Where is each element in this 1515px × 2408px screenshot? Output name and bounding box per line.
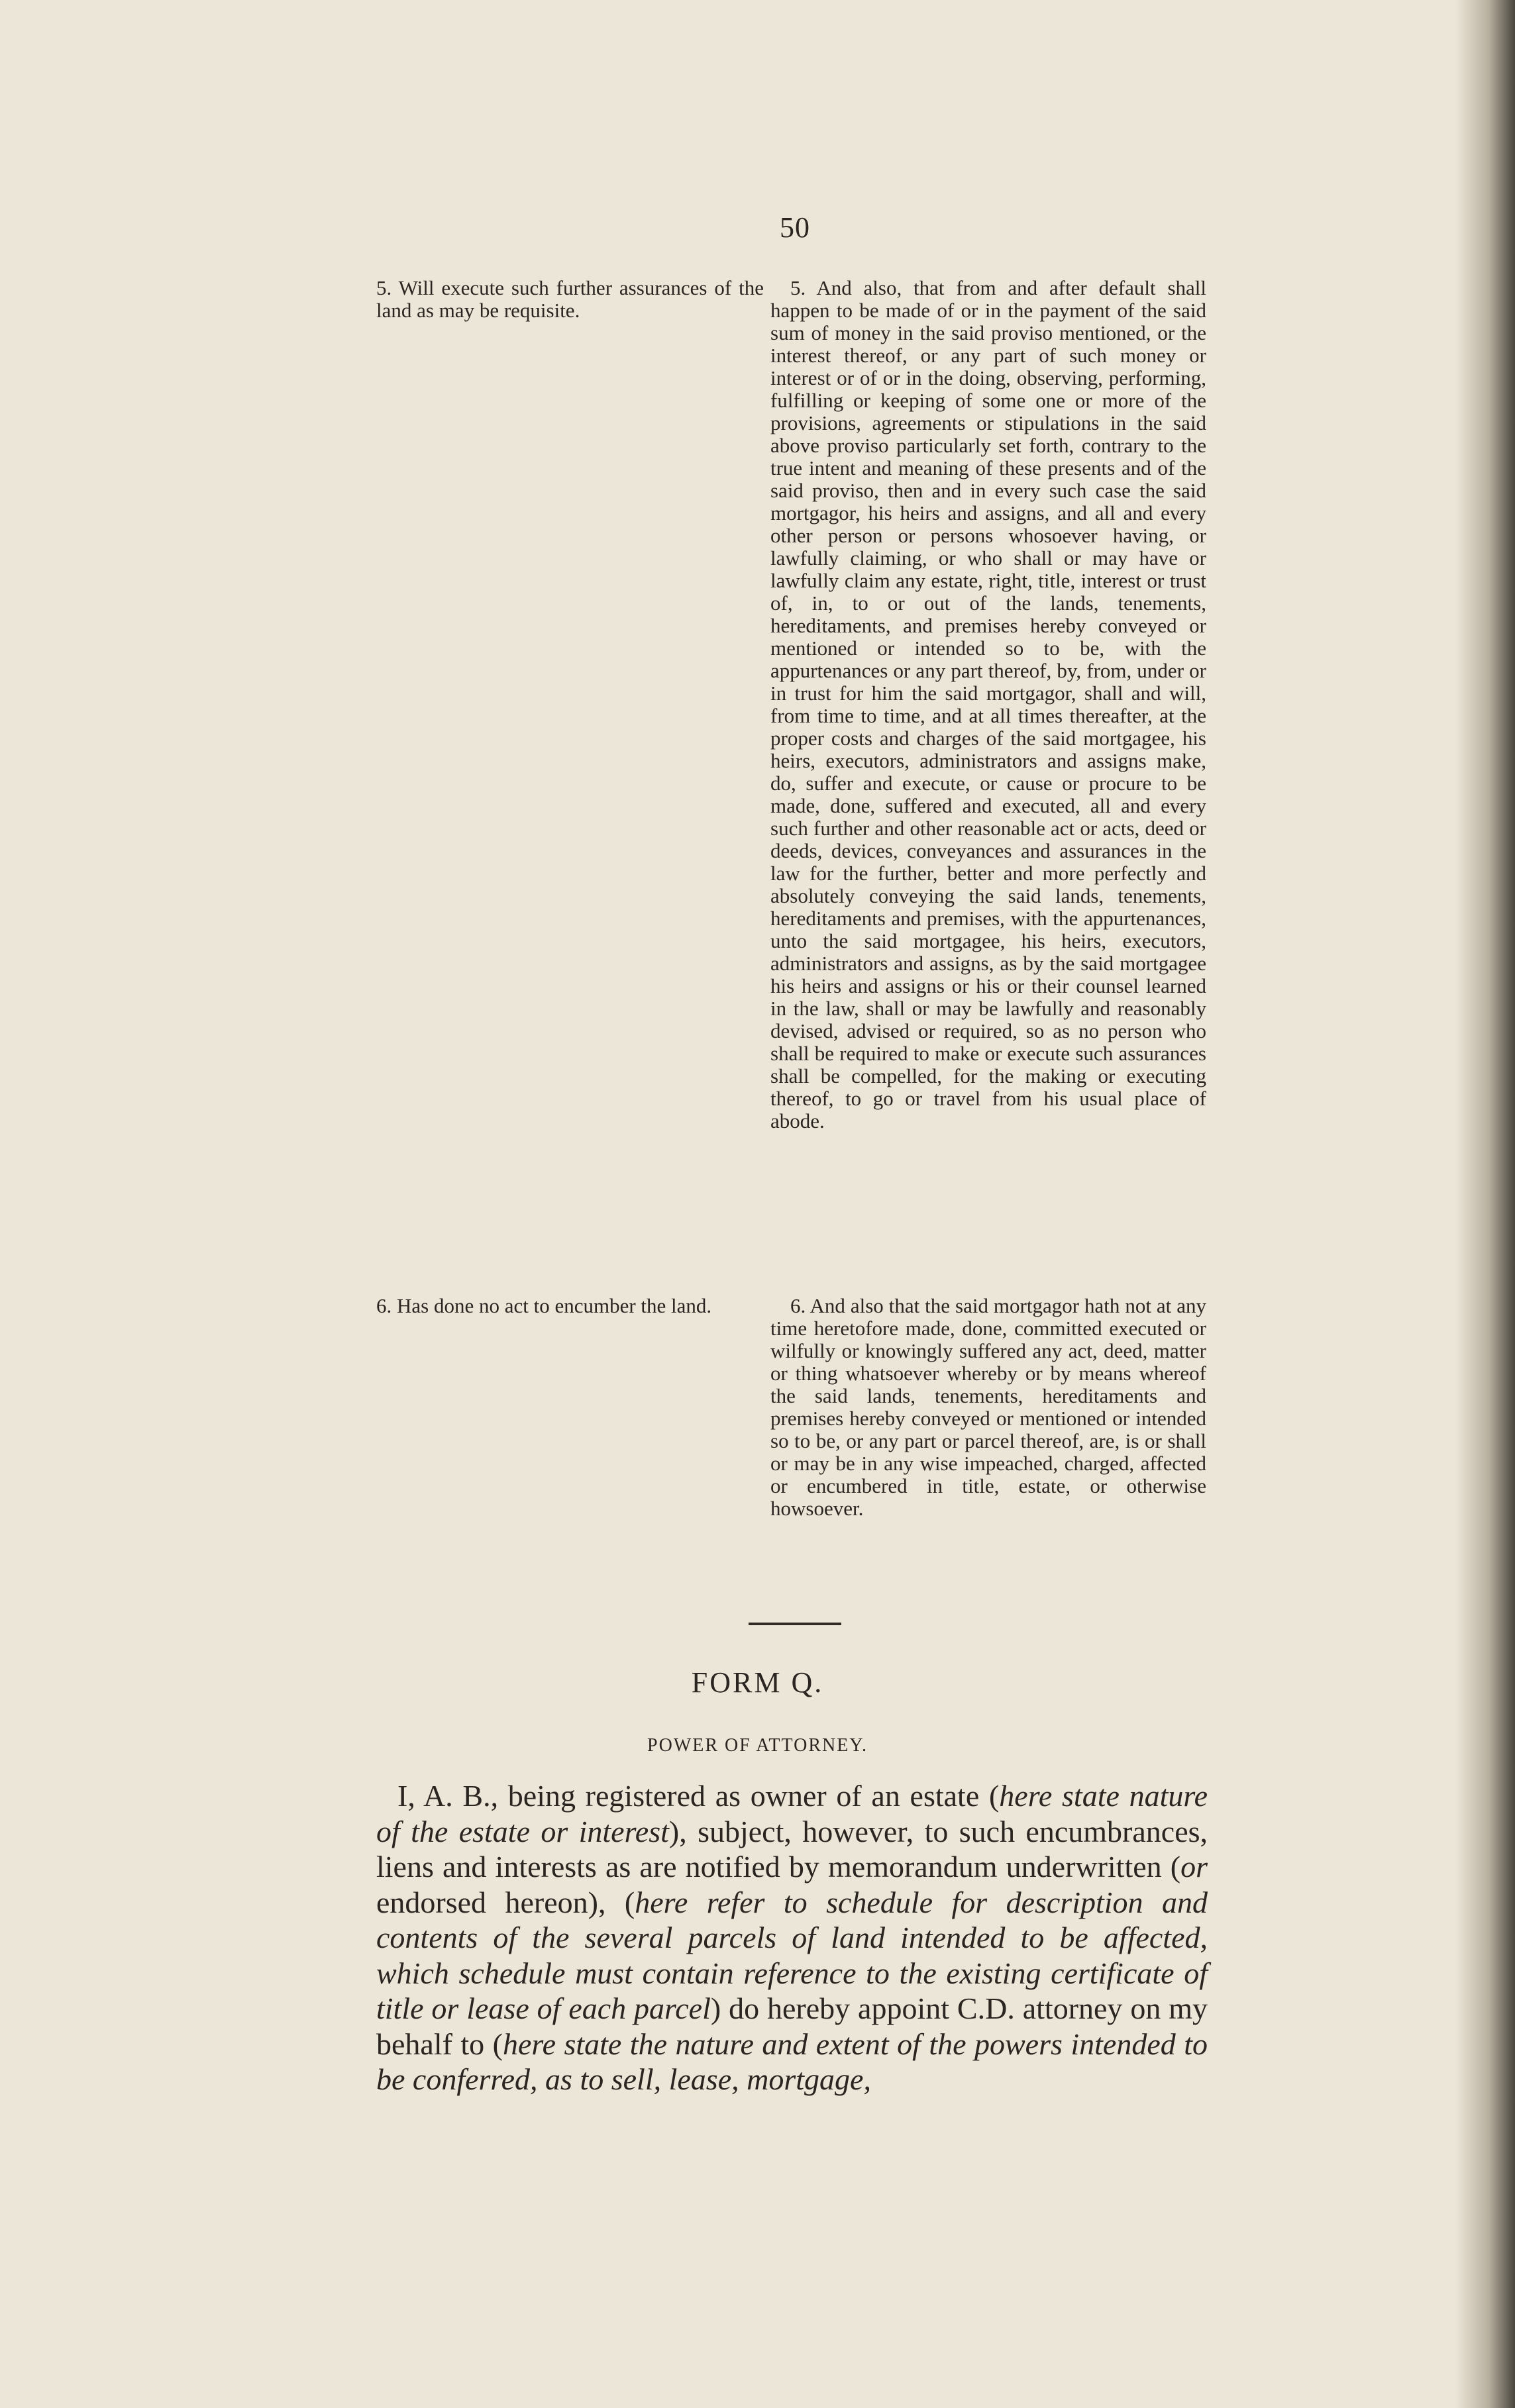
form-body-text: endorsed hereon), ( [376,1885,635,1919]
form-body-italic: or [1180,1850,1208,1883]
clause-6-body: 6. And also that the said mortgagor hath not at any time heretofore made, done, committed executed or wilfully or knowingly suffered any act, deed, matter or thing whatsoever whereby or by means whereof the said lands, tenements, hereditaments and premises hereby conveyed or mentioned or intended so to be, or any part or parcel thereof, are, is or shall or may be in any wise impeached, charged, affected or encumbered in title, estate, or otherwise howsoever. [770,1294,1206,1520]
form-subtitle: POWER OF ATTORNEY. [647,1735,868,1756]
page-edge-shadow [1455,0,1515,2408]
clause-5-margin-note: 5. Will execute such further assurances of the land as may be requisite. [376,276,764,322]
clause-5-text [770,277,1206,1132]
form-body-italic: here state nature of the estate or interest [376,1779,1208,1848]
form-body-italic: here state the nature and extent of the powers intended to be conferred, as to sell, lease, mortgage, [376,2027,1208,2096]
form-body-text: I, A. B., being registered as owner of an estate ( [397,1779,1000,1813]
section-divider [749,1623,841,1625]
page-number: 50 [780,211,810,244]
form-body-text: ) do hereby appoint C.D. attorney on my behalf to ( [376,1991,1208,2061]
form-title: FORM Q. [691,1666,824,1699]
clause-5-body: 5. And also, that from and after default shall happen to be made of or in the payment of the said sum of money in the said proviso mentioned, or the interest thereof, or any part of such money or interest or of or in the doing, observing, performing, fulfilling or keeping of some one or more of the provisions, agreements or stipulations in the said above proviso particularly set forth, contrary to the true intent and meaning of these presents and of the said proviso, then and in every such case the said mortgagor, his heirs and assigns, and all and every other person or persons whosoever having, or lawfully claiming, or who shall or may have or lawfully claim any estate, right, title, interest or trust of, in, to or out of the lands, tenements, hereditaments, and premises hereby conveyed or mentioned or intended so to be, with the appurtenances or any part thereof, by, from, under or in trust for him the said mortgagor, shall and will, from time to time, and at all times thereafter, at the proper costs and charges of the said mortgagee, his heirs, executors, administrators and assigns make, do, suffer and execute, or cause or procure to be made, done, suffered and executed, all and every such further and other reasonable act or acts, deed or deeds, devices, conveyances and assurances in the law for the further, better and more perfectly and absolutely conveying the said lands, tenements, hereditaments and premises, with the appurtenances, unto the said mortgagee, his heirs, executors, administrators and assigns, as by the said mortgagee his heirs and assigns or his or their counsel learned in the law, shall or may be lawfully and reasonably devised, advised or required, so as no person who shall be required to make or execute such assurances shall be compelled, for the making or executing thereof, to go or travel from his usual place of abode. [770,276,1206,1132]
clause-6-text [770,1295,1206,1520]
form-body-italic: here refer to schedule for description and contents of the several parcels of land intended to be affected, which schedule must contain reference to the existing certificate of title or lease of each parcel [376,1885,1208,2025]
form-body-text: ), subject, however, to such encumbrances, liens and interests as are notified by memorandum underwritten ( [376,1814,1208,1883]
clause-6-margin-note: 6. Has done no act to encumber the land. [376,1294,712,1317]
form-body-paragraph [376,1778,1208,2097]
